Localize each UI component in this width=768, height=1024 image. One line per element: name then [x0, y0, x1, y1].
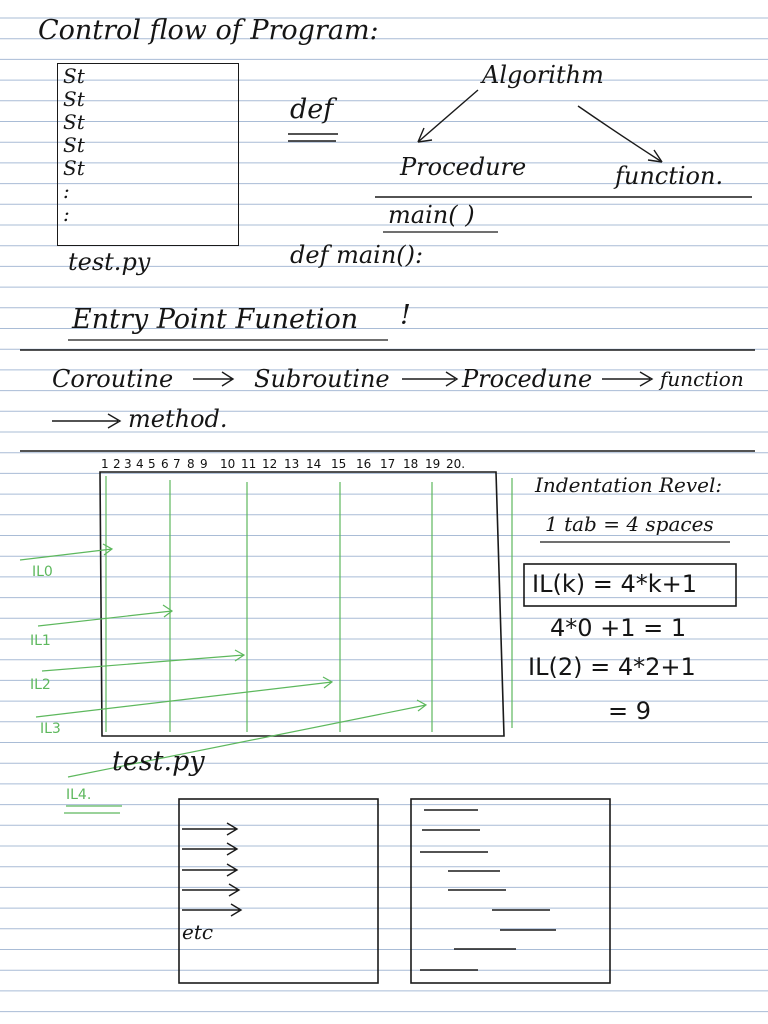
- tree-node-function: function.: [615, 162, 724, 190]
- arrow-box: [179, 799, 378, 983]
- evolution-arrow: [193, 372, 233, 386]
- evolution-procedure: Procedune: [462, 365, 593, 393]
- tab-rule: 1 tab = 4 spaces: [545, 512, 714, 536]
- ruler-tick: 9: [200, 457, 208, 471]
- page-title: Control flow of Program:: [38, 15, 379, 46]
- ruler-tick: 10: [220, 457, 236, 471]
- tree-root-algorithm: Algorithm: [482, 61, 604, 89]
- dash-box: [411, 799, 610, 983]
- ruler-tick: 13: [284, 457, 300, 471]
- arrow-box-etc: etc: [182, 920, 214, 944]
- tree-node-procedure: Procedure: [400, 153, 527, 181]
- evolution-arrow: [402, 372, 457, 386]
- evolution-arrow: [52, 414, 120, 428]
- script-statement: St: [63, 64, 85, 88]
- grid-caption: test.py: [112, 746, 205, 777]
- tree-branch-right: [578, 106, 662, 162]
- script-statement: St: [63, 110, 85, 134]
- evolution-method: method.: [128, 405, 228, 433]
- example-il2: IL(2) = 4*2+1: [528, 653, 696, 681]
- indent-label-il4: IL4.: [66, 787, 92, 803]
- tree-branch-left: [418, 90, 478, 142]
- ruler-tick: 11: [241, 457, 257, 471]
- ruler-tick: 6: [161, 457, 169, 471]
- ruler-tick: 15: [331, 457, 347, 471]
- ruler-tick: 4: [136, 457, 144, 471]
- ruler-tick: 16: [356, 457, 372, 471]
- evolution-subroutine: Subroutine: [254, 365, 390, 393]
- def-main-line: def main():: [290, 241, 424, 269]
- indent-formula: IL(k) = 4*k+1: [532, 570, 697, 598]
- entry-point-mark: !: [400, 300, 411, 331]
- ruler-tick: 19: [425, 457, 441, 471]
- indentation-heading: Indentation Revel:: [535, 473, 723, 497]
- script-statement: :: [63, 179, 70, 203]
- ruler-tick: 2: [113, 457, 121, 471]
- ruler-tick: 18: [403, 457, 419, 471]
- entry-point-text: Entry Point Funetion: [72, 304, 359, 335]
- indented-dashes: [420, 810, 556, 970]
- evolution-coroutine: Coroutine: [52, 365, 174, 393]
- indent-label-il2: IL2: [30, 677, 51, 693]
- ruler-tick: 8: [187, 457, 195, 471]
- script-statement: St: [63, 156, 85, 180]
- evolution-arrow: [602, 372, 652, 386]
- evolution-function: function: [660, 367, 744, 391]
- indent-grid-box: [100, 472, 504, 736]
- indent-label-il0: IL0: [32, 564, 53, 580]
- indent-label-il1: IL1: [30, 633, 51, 649]
- main-label: main( ): [388, 201, 475, 229]
- ruler-tick: 14: [306, 457, 322, 471]
- example-il2-result: = 9: [608, 697, 652, 725]
- arrow-box-arrows: [182, 823, 241, 916]
- ruler-tick: 7: [173, 457, 181, 471]
- indent-label-il3: IL3: [40, 721, 61, 737]
- ruler-tick: 20.: [446, 457, 466, 471]
- example-il0: 4*0 +1 = 1: [550, 614, 687, 642]
- def-label: def: [290, 94, 334, 125]
- ruler-tick: 12: [262, 457, 278, 471]
- ruler-tick: 3: [124, 457, 132, 471]
- script-statement: St: [63, 87, 85, 111]
- ruler-tick: 17: [380, 457, 396, 471]
- ruler-tick: 5: [148, 457, 156, 471]
- ruler-tick: 1: [101, 457, 109, 471]
- script-statement: St: [63, 133, 85, 157]
- script-statement: :: [63, 202, 70, 226]
- script-caption: test.py: [68, 248, 151, 276]
